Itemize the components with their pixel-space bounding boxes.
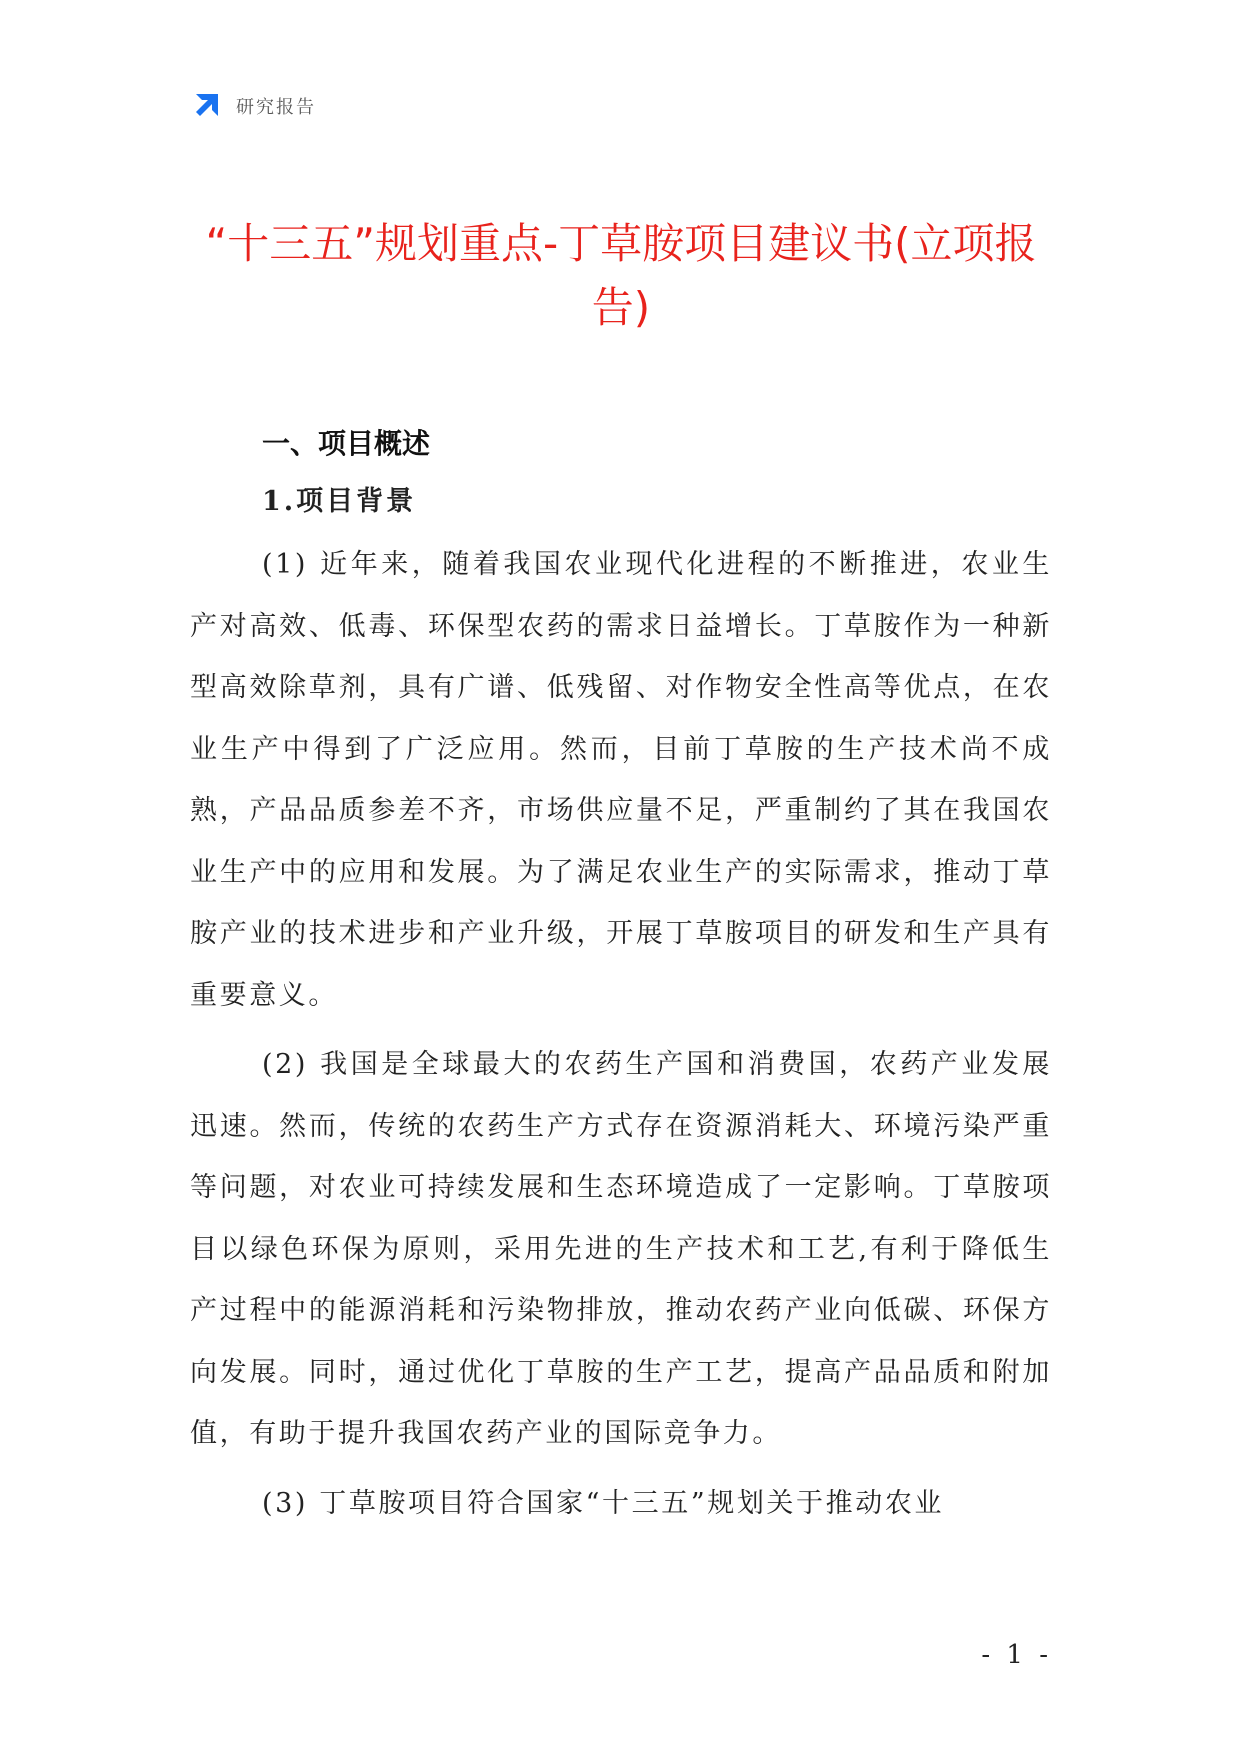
section-heading: 一、项目概述 [262, 427, 431, 460]
arrow-up-right-logo-icon [190, 90, 222, 122]
page-header [190, 88, 316, 124]
document-body [190, 420, 1052, 1534]
page-number: - 1 - [981, 1640, 1052, 1670]
paragraph-3: (3) 丁草胺项目符合国家“十三五”规划关于推动农业 [262, 1487, 945, 1519]
paragraph-1: (1) 近年来，随着我国农业现代化进程的不断推进，农业生产对高效、低毒、环保型农药的需求日益增长。丁草胺作为一种新型高效除草剂，具有广谱、低残留、对作物安全性高等优点，在农业生产中得到了广泛应用。然而，目前丁草胺的生产技术尚不成熟，产品品质参差不齐，市场供应量不足，严重制约了其在我国农业生产中的应用和发展。为了满足农业生产的实际需求，推动丁草胺产业的技术进步和产业升级，开展丁草胺项目的研发和生产具有重要意义。 [190, 549, 1052, 1011]
sub-heading: 1.项目背景 [262, 486, 417, 517]
header-label: 研究报告 [236, 97, 316, 118]
document-title: “十三五”规划重点-丁草胺项目建议书(立项报告) [205, 219, 1037, 332]
paragraph-2: (2) 我国是全球最大的农药生产国和消费国，农药产业发展迅速。然而，传统的农药生产方式存在资源消耗大、环境污染严重等问题，对农业可持续发展和生态环境造成了一定影响。丁草胺项目以绿色环保为原则，采用先进的生产技术和工艺,有利于降低生产过程中的能源消耗和污染物排放，推动农药产业向低碳、环保方向发展。同时，通过优化丁草胺的生产工艺，提高产品品质和附加值，有助于提升我国农药产业的国际竞争力。 [190, 1049, 1052, 1449]
